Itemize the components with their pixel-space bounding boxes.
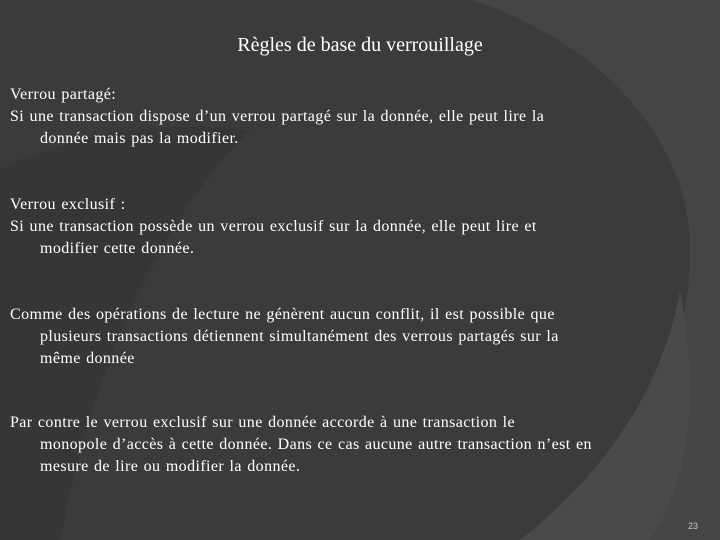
paragraph-exclusive-monopoly bbox=[10, 412, 716, 478]
paragraph-line: Verrou exclusif : bbox=[10, 196, 126, 213]
paragraph-line: Verrou partagé: bbox=[10, 86, 117, 103]
paragraph-exclusive-lock bbox=[10, 194, 716, 260]
paragraph-line: Comme des opérations de lecture ne génèrent aucun conflit, il est possible que bbox=[10, 306, 555, 323]
slide-title bbox=[0, 33, 720, 57]
paragraph-line: plusieurs transactions détiennent simultanément des verrous partagés sur la bbox=[40, 328, 559, 345]
paragraph-line: mesure de lire ou modifier la donnée. bbox=[40, 458, 301, 475]
paragraph-line: même donnée bbox=[40, 350, 135, 367]
paragraph-line: Si une transaction dispose d’un verrou partagé sur la donnée, elle peut lire la bbox=[10, 108, 545, 125]
paragraph-line: monopole d’accès à cette donnée. Dans ce cas aucune autre transaction n’est en bbox=[40, 436, 592, 453]
paragraph-line: Par contre le verrou exclusif sur une donnée accorde à une transaction le bbox=[10, 414, 515, 431]
paragraph-line: donnée mais pas la modifier. bbox=[40, 130, 239, 147]
paragraph-shared-lock bbox=[10, 84, 716, 150]
paragraph-line: Si une transaction possède un verrou exclusif sur la donnée, elle peut lire et bbox=[10, 218, 537, 235]
paragraph-read-operations bbox=[10, 304, 716, 370]
page-number: 23 bbox=[688, 521, 699, 531]
slide-title-text: Règles de base du verrouillage bbox=[237, 34, 483, 56]
paragraph-line: modifier cette donnée. bbox=[40, 240, 195, 257]
